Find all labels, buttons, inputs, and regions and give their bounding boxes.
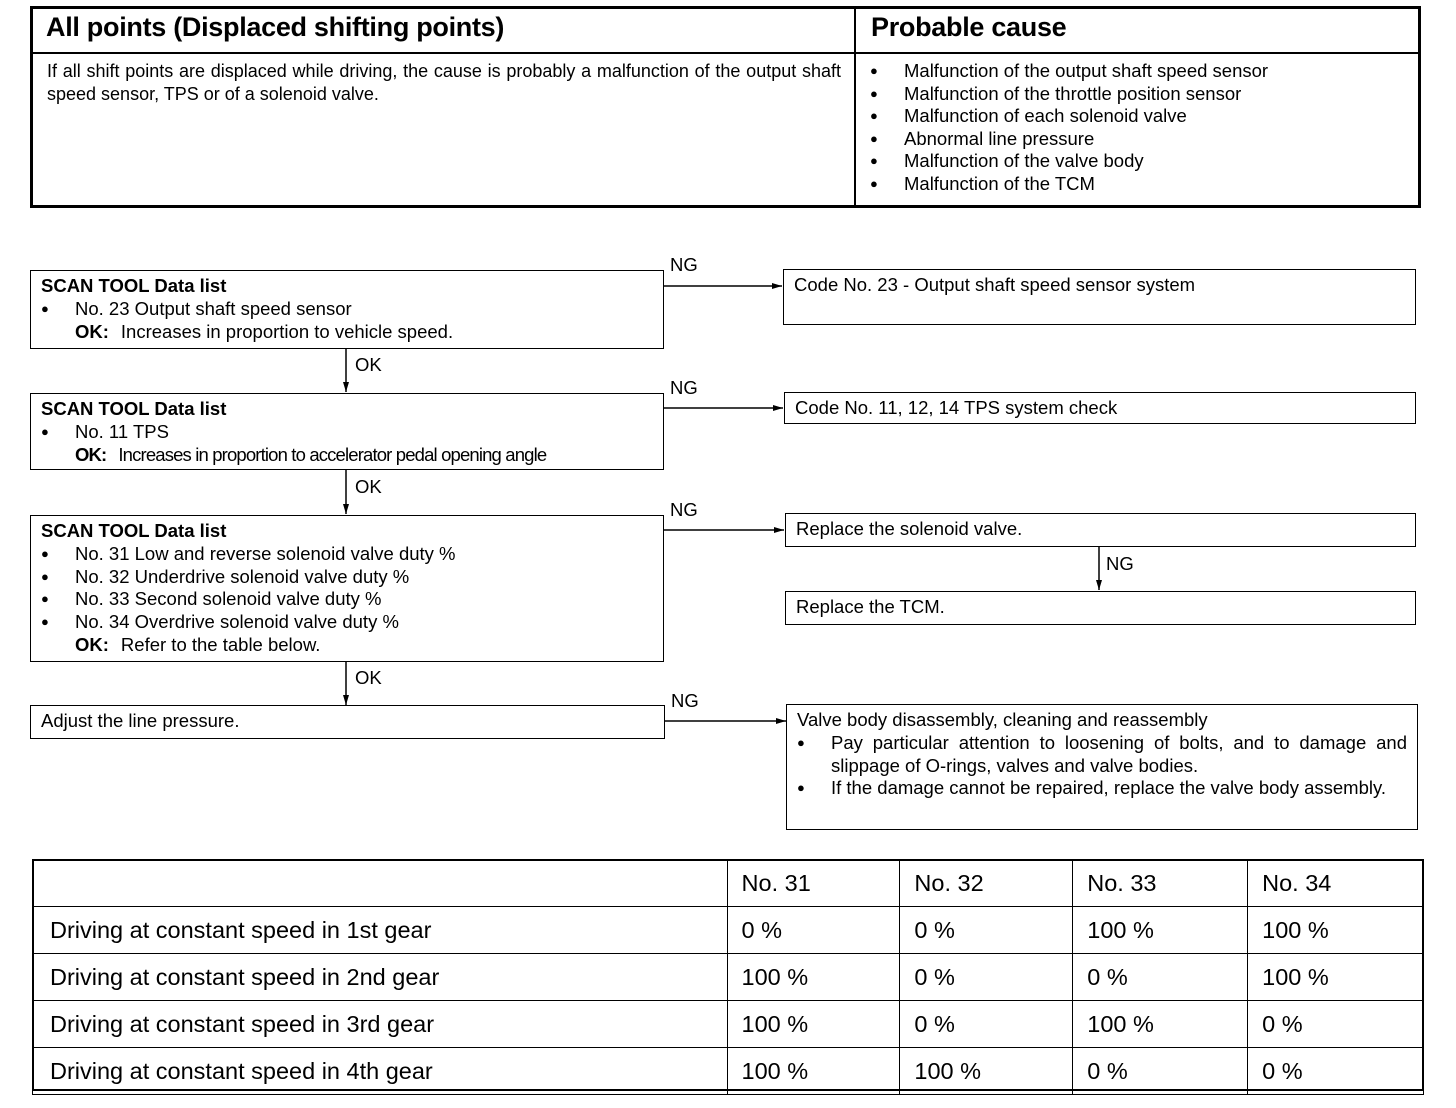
duty-cell: 100 % xyxy=(1073,907,1248,954)
duty-cell: 100 % xyxy=(727,1048,900,1095)
ng-action-text: Code No. 11, 12, 14 TPS system check xyxy=(795,397,1118,418)
ok-prefix: OK: xyxy=(75,320,109,342)
step-items xyxy=(41,298,653,321)
step-item: ● No. 11 TPS xyxy=(41,421,653,444)
duty-table xyxy=(32,859,1424,1095)
cause-item: ● Malfunction of the TCM xyxy=(870,173,1268,196)
ng-action-box-3 xyxy=(785,513,1416,547)
ng-label: NG xyxy=(1106,553,1134,574)
step-header: SCAN TOOL Data list xyxy=(41,398,227,419)
ng-label: NG xyxy=(671,690,699,711)
ok-text: Increases in proportion to vehicle speed. xyxy=(120,320,454,342)
duty-cell: 0 % xyxy=(1248,1048,1424,1095)
ok-criteria xyxy=(41,634,653,657)
cause-item: ● Malfunction of the throttle position sensor xyxy=(870,83,1268,106)
duty-header-cell: No. 32 xyxy=(900,860,1073,907)
duty-cell: 100 % xyxy=(1248,954,1424,1001)
duty-cell: 100 % xyxy=(1248,907,1424,954)
ok-criteria xyxy=(41,321,653,344)
duty-cell: 0 % xyxy=(1248,1001,1424,1048)
step-item: ● No. 32 Underdrive solenoid valve duty % xyxy=(41,566,653,589)
ok-prefix: OK: xyxy=(75,443,107,465)
duty-cell: 100 % xyxy=(1073,1001,1248,1048)
table-row xyxy=(33,1048,1424,1095)
ng-label: NG xyxy=(670,377,698,398)
step-item: ● No. 23 Output shaft speed sensor xyxy=(41,298,653,321)
step-items xyxy=(41,543,653,634)
duty-cell: 0 % xyxy=(900,1001,1073,1048)
step-1-box xyxy=(30,270,664,349)
ok-text: Increases in proportion to accelerator pedal opening angle xyxy=(118,443,547,465)
ng-action-title: Valve body disassembly, cleaning and reassembly xyxy=(797,709,1208,730)
step-item: ● No. 34 Overdrive solenoid valve duty % xyxy=(41,611,653,634)
ok-label: OK xyxy=(355,476,382,497)
step-2-box xyxy=(30,393,664,470)
duty-cell: 0 % xyxy=(1073,1048,1248,1095)
step-4-box xyxy=(30,705,665,739)
duty-header-cell xyxy=(33,860,728,907)
duty-cell: 100 % xyxy=(727,954,900,1001)
step-3-box xyxy=(30,515,664,662)
duty-row-label: Driving at constant speed in 3rd gear xyxy=(33,1001,728,1048)
duty-cell: 100 % xyxy=(900,1048,1073,1095)
ok-prefix: OK: xyxy=(75,633,109,655)
ng-action-box-2 xyxy=(784,392,1416,424)
ng-action-item: ● Pay particular attention to loosening of bolts, and to damage and slippage of O-rings, valves and valve bodies. xyxy=(797,732,1407,778)
step-item: ● No. 31 Low and reverse solenoid valve duty % xyxy=(41,543,653,566)
summary-title: All points (Displaced shifting points) xyxy=(46,12,505,42)
ng-action-text: Replace the solenoid valve. xyxy=(796,518,1023,539)
duty-table-header-row xyxy=(33,860,1424,907)
step-text: Adjust the line pressure. xyxy=(41,710,240,731)
duty-cell: 0 % xyxy=(1073,954,1248,1001)
ng-label: NG xyxy=(670,254,698,275)
cause-item: ● Malfunction of the output shaft speed sensor xyxy=(870,60,1268,83)
ng-action-items xyxy=(797,732,1407,800)
duty-row-label: Driving at constant speed in 1st gear xyxy=(33,907,728,954)
step-items xyxy=(41,421,653,444)
ng-action-item: ● If the damage cannot be repaired, replace the valve body assembly. xyxy=(797,777,1407,800)
duty-row-label: Driving at constant speed in 2nd gear xyxy=(33,954,728,1001)
step-item: ● No. 33 Second solenoid valve duty % xyxy=(41,588,653,611)
ok-label: OK xyxy=(355,354,382,375)
ng-action-box-tcm xyxy=(785,591,1416,625)
ng-label: NG xyxy=(670,499,698,520)
duty-cell: 0 % xyxy=(727,907,900,954)
duty-header-cell: No. 33 xyxy=(1073,860,1248,907)
duty-cell: 0 % xyxy=(900,954,1073,1001)
ok-text: Refer to the table below. xyxy=(120,633,321,655)
ng-action-text: Code No. 23 - Output shaft speed sensor system xyxy=(794,274,1196,295)
duty-cell: 100 % xyxy=(727,1001,900,1048)
ok-label: OK xyxy=(355,667,382,688)
cause-item: ● Abnormal line pressure xyxy=(870,128,1268,151)
summary-description: If all shift points are displaced while driving, the cause is probably a malfunction of the output shaft speed sensor, TPS or of a solenoid valve. xyxy=(47,61,841,104)
ng-action-text: Replace the TCM. xyxy=(796,596,945,617)
cause-item: ● Malfunction of the valve body xyxy=(870,150,1268,173)
ng-action-box-1 xyxy=(783,269,1416,325)
table-row xyxy=(33,1001,1424,1048)
step-header: SCAN TOOL Data list xyxy=(41,275,227,296)
duty-header-cell: No. 31 xyxy=(727,860,900,907)
cause-item: ● Malfunction of each solenoid valve xyxy=(870,105,1268,128)
duty-header-cell: No. 34 xyxy=(1248,860,1424,907)
table-row xyxy=(33,907,1424,954)
ok-criteria xyxy=(41,444,653,467)
table-row xyxy=(33,954,1424,1001)
probable-cause-title: Probable cause xyxy=(871,12,1067,42)
ng-action-box-4 xyxy=(786,704,1418,830)
step-header: SCAN TOOL Data list xyxy=(41,520,227,541)
duty-row-label: Driving at constant speed in 4th gear xyxy=(33,1048,728,1095)
duty-cell: 0 % xyxy=(900,907,1073,954)
